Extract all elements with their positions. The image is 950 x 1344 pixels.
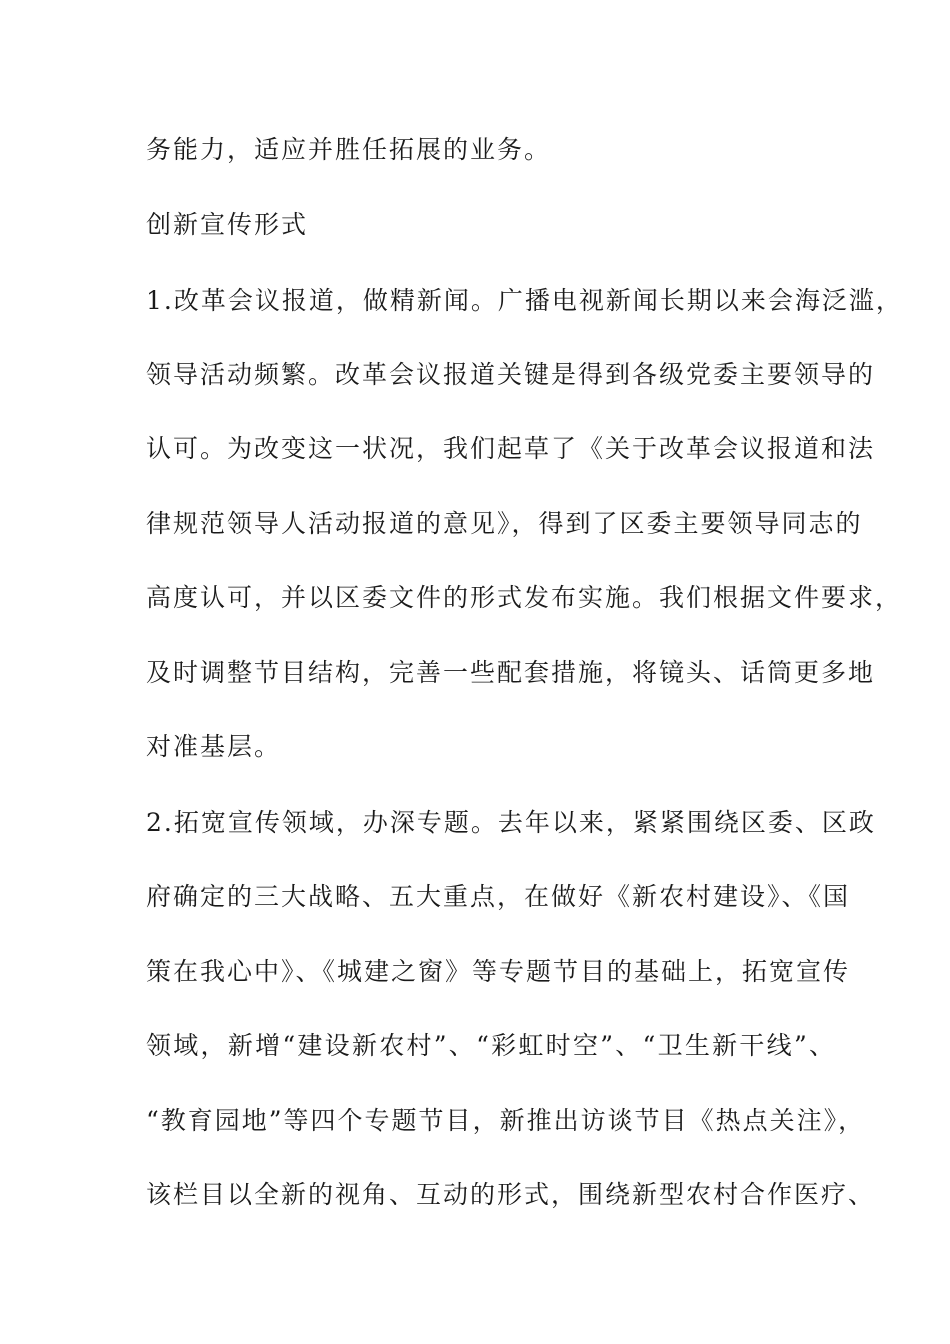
paragraph-line: 2.拓宽宣传领域，办深专题。去年以来，紧紧围绕区委、区政 [146,808,876,837]
paragraph-line: 该栏目以全新的视角、互动的形式，围绕新型农村合作医疗、 [146,1180,876,1209]
paragraph-line: 府确定的三大战略、五大重点，在做好《新农村建设》、《国 [146,882,851,911]
paragraph-line: 律规范领导人活动报道的意见》，得到了区委主要领导同志的 [146,509,863,538]
section-heading: 创新宣传形式 [146,210,309,239]
paragraph-line: 认可。为改变这一状况，我们起草了《关于改革会议报道和法 [146,434,876,463]
paragraph-line: 领导活动频繁。改革会议报道关键是得到各级党委主要领导的 [146,360,876,389]
paragraph-line: 务能力，适应并胜任拓展的业务。 [146,135,552,164]
paragraph-line: 高度认可，并以区委文件的形式发布实施。我们根据文件要求， [146,583,903,612]
paragraph-line: 1.改革会议报道，做精新闻。广播电视新闻长期以来会海泛滥， [146,286,903,315]
paragraph-line: 领域，新增“建设新农村”、“彩虹时空”、“卫生新干线”、 [146,1031,836,1060]
paragraph-line: 及时调整节目结构，完善一些配套措施，将镜头、话筒更多地 [146,658,876,687]
paragraph-line: “教育园地”等四个专题节目，新推出访谈节目《热点关注》， [146,1106,866,1135]
paragraph-line: 对准基层。 [146,732,282,761]
paragraph-line: 策在我心中》、《城建之窗》等专题节目的基础上，拓宽宣传 [146,957,851,986]
